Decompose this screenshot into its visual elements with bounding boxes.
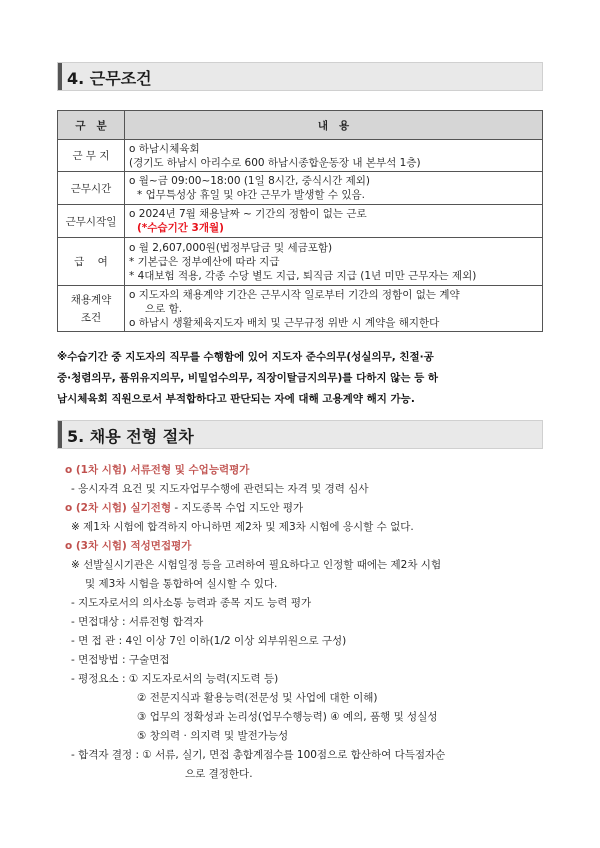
- stage-1-title: o (1차 시험) 서류전형 및 수업능력평가: [65, 464, 250, 476]
- content-line: 으로 함.: [145, 302, 183, 315]
- final-decision-cont: 으로 결정한다.: [185, 768, 253, 780]
- content-line: o 월~금 09:00~18:00 (1일 8시간, 중식시간 제외): [129, 175, 371, 187]
- content-line: * 업무특성상 휴일 및 야간 근무가 발생할 수 있음.: [137, 189, 366, 201]
- label-line: 채용계약: [70, 293, 112, 306]
- header-content: 내 용: [125, 111, 543, 140]
- row-label-start-date: 근무시작일: [58, 205, 125, 238]
- row-content-hours: [125, 172, 543, 205]
- row-label-contract: [58, 286, 125, 332]
- probation-notice: [57, 347, 547, 410]
- notice-line: ※수습기간 중 지도자의 직무를 수행함에 있어 지도자 준수의무(성실의무, 친절·공: [57, 351, 434, 363]
- section-5-title: 5. 채용 전형 절차: [67, 427, 194, 446]
- list-item: - 평정요소 : ① 지도자로서의 능력(지도력 등): [71, 673, 279, 685]
- content-line: o 하남시 생활체육지도자 배치 및 근무규정 위반 시 계약을 해지한다: [129, 316, 440, 329]
- list-item: - 면접방법 : 구술면접: [71, 654, 170, 666]
- row-content-contract: [125, 286, 543, 332]
- table-row: [58, 140, 543, 172]
- header-category: 구 분: [58, 111, 125, 140]
- row-label-salary: 급 여: [58, 238, 125, 286]
- table-header-row: [58, 111, 543, 140]
- stage-2-title-rest: - 지도종목 수업 지도안 평가: [171, 502, 304, 514]
- final-decision: - 합격자 결정 : ① 서류, 실기, 면접 총합계점수를 100점으로 합산하여 다득점자순: [71, 749, 446, 761]
- work-conditions-table: [57, 110, 543, 332]
- row-content-salary: [125, 238, 543, 286]
- stage-2-title: o (2차 시험) 실기전형: [65, 502, 172, 514]
- stage-1-desc: - 응시자격 요건 및 지도자업무수행에 관련되는 자격 및 경력 심사: [71, 483, 369, 495]
- table-row: [58, 172, 543, 205]
- list-item: - 면접대상 : 서류전형 합격자: [71, 616, 204, 628]
- selection-process: [57, 461, 557, 784]
- row-label-workplace: 근 무 지: [58, 140, 125, 172]
- section-4-heading: [57, 62, 543, 91]
- table-row: [58, 238, 543, 286]
- table-row: [58, 286, 543, 332]
- content-line: (경기도 하남시 아리수로 600 하남시종합운동장 내 본부석 1층): [129, 156, 421, 169]
- criteria-item: ② 전문지식과 활용능력(전문성 및 사업에 대한 이해): [137, 692, 378, 704]
- content-line: * 기본급은 정부예산에 따라 지급: [129, 255, 280, 268]
- row-content-workplace: [125, 140, 543, 172]
- section-5-heading: [57, 420, 543, 449]
- notice-line: 남시체육회 직원으로서 부적합하다고 판단되는 자에 대해 고용계약 해지 가능.: [57, 393, 415, 405]
- section-4-title: 4. 근무조건: [67, 69, 152, 88]
- content-line: o 하남시체육회: [129, 142, 200, 155]
- row-label-hours: 근무시간: [58, 172, 125, 205]
- list-item: - 지도자로서의 의사소통 능력과 종목 지도 능력 평가: [71, 597, 312, 609]
- criteria-item: ③ 업무의 정확성과 논리성(업무수행능력) ④ 예의, 품행 및 성실성: [137, 711, 438, 723]
- table-row: [58, 205, 543, 238]
- row-content-start-date: [125, 205, 543, 238]
- stage-3-note-cont: 및 제3차 시험을 통합하여 실시할 수 있다.: [85, 578, 278, 590]
- heading-accent-bar: [58, 421, 62, 448]
- stage-3-note: ※ 선발실시기관은 시험일정 등을 고려하여 필요하다고 인정할 때에는 제2차 시험: [71, 559, 442, 571]
- stage-2-note: ※ 제1차 시험에 합격하지 아니하면 제2차 및 제3차 시험에 응시할 수 없다.: [71, 521, 414, 533]
- content-line: o 2024년 7월 채용날짜 ~ 기간의 정함이 없는 근로: [129, 208, 367, 220]
- content-line: * 4대보험 적용, 각종 수당 별도 지급, 퇴직금 지급 (1년 미만 근무자는 제외): [129, 269, 477, 282]
- content-line: o 지도자의 채용계약 기간은 근무시작 일로부터 기간의 정함이 없는 계약: [129, 288, 460, 301]
- notice-line: 중·청렴의무, 품위유지의무, 비밀엄수의무, 직장이탈금지의무)를 다하지 않는 등 하: [57, 372, 439, 384]
- list-item: - 면 접 관 : 4인 이상 7인 이하(1/2 이상 외부위원으로 구성): [71, 635, 347, 647]
- probation-note: (*수습기간 3개월): [137, 222, 224, 234]
- label-line: 조건: [80, 311, 102, 324]
- stage-2-line: [57, 499, 557, 518]
- criteria-item: ⑤ 창의력 · 의지력 및 발전가능성: [137, 730, 289, 742]
- stage-3-title: o (3차 시험) 적성면접평가: [65, 540, 192, 552]
- heading-accent-bar: [58, 63, 62, 90]
- content-line: o 월 2,607,000원(법정부담금 및 세금포함): [129, 241, 333, 254]
